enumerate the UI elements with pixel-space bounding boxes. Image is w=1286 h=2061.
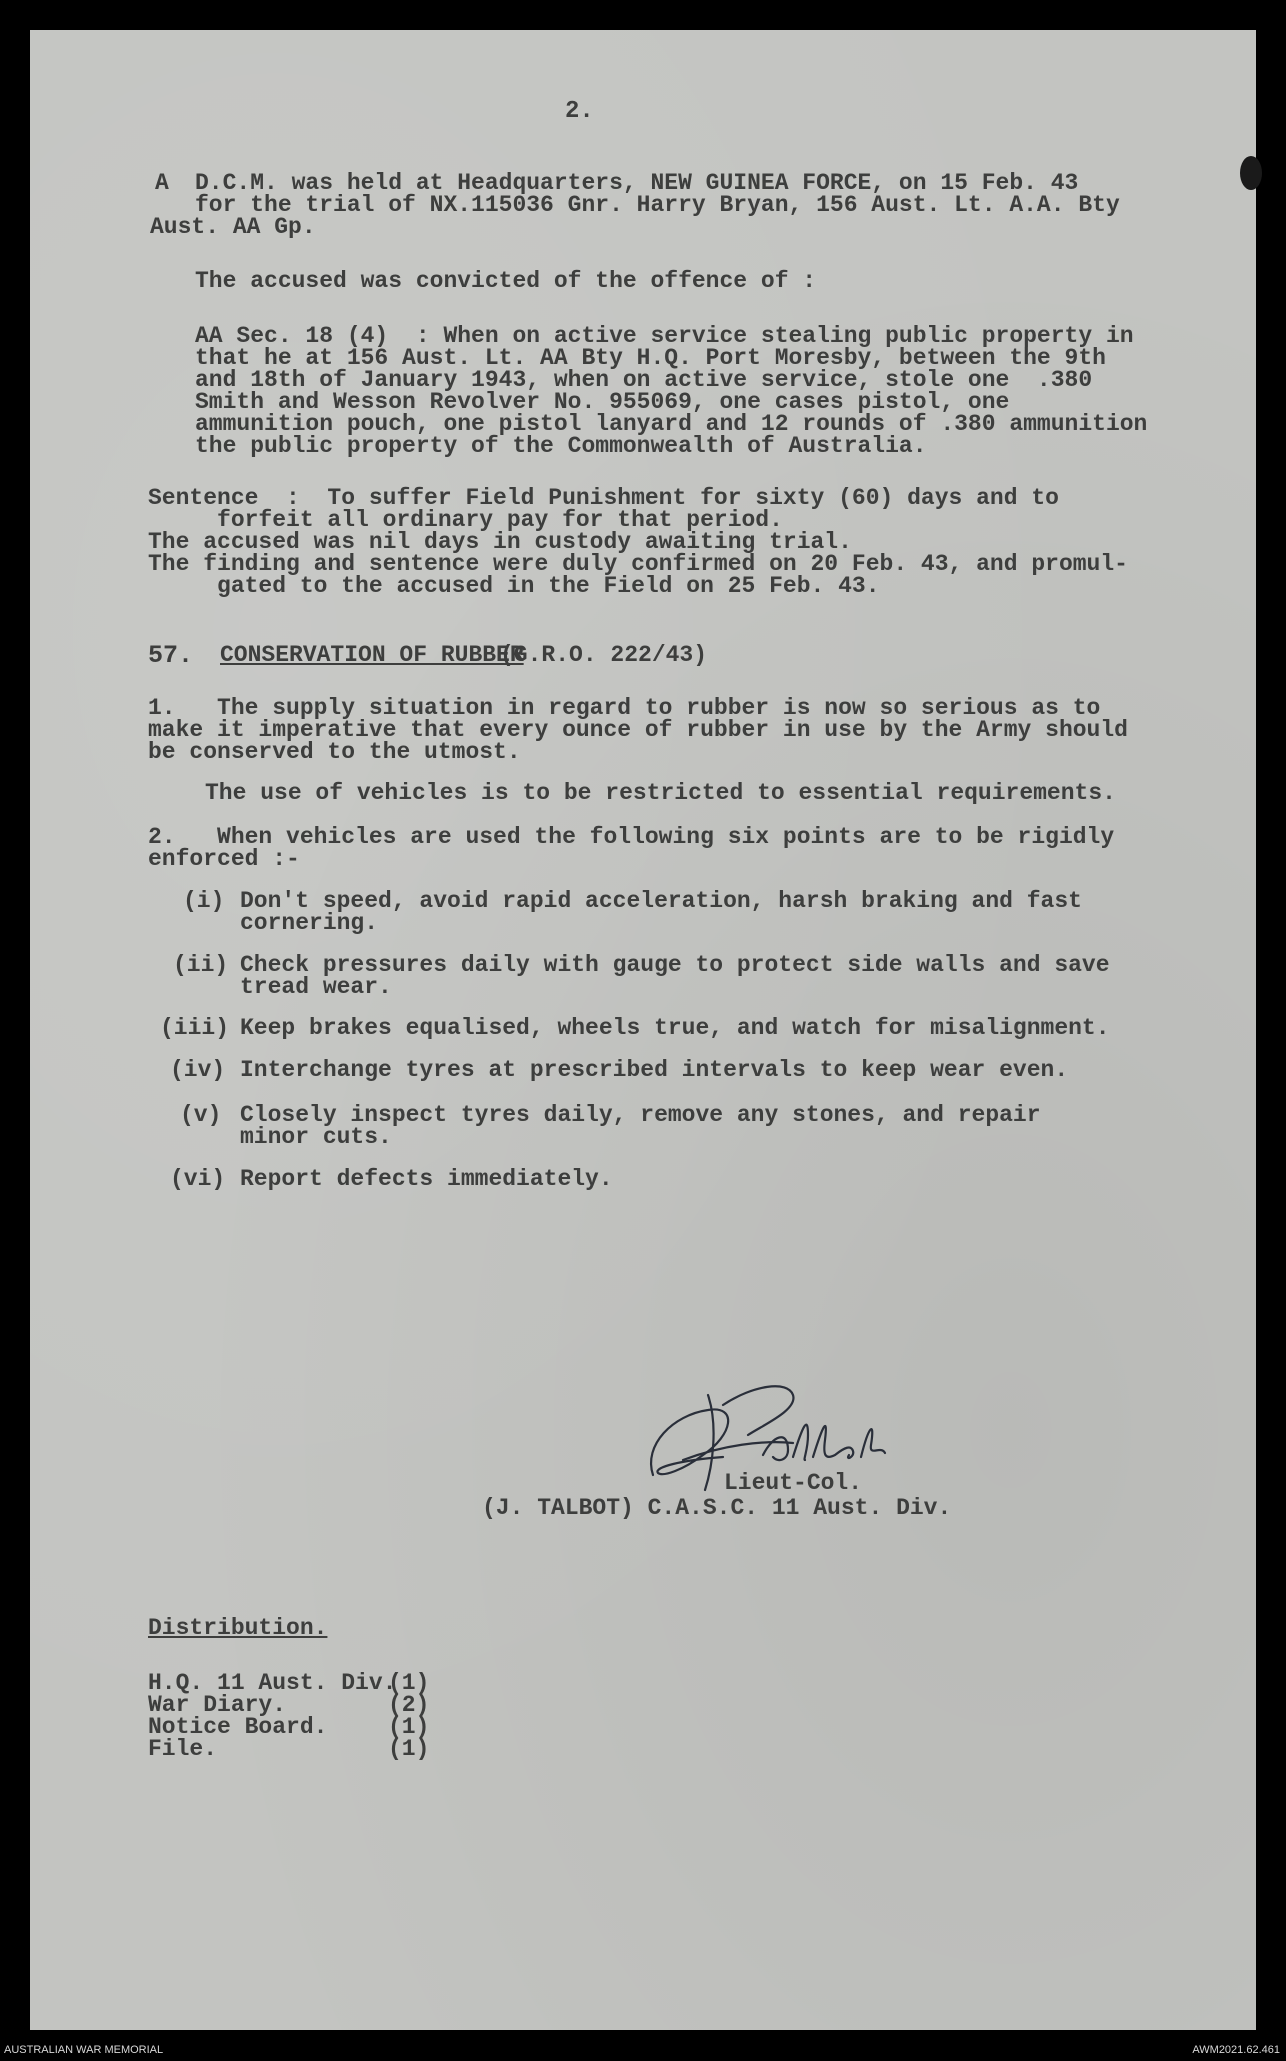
punch-hole <box>1240 156 1262 190</box>
convicted-line: The accused was convicted of the offence of : <box>195 268 817 294</box>
sentence-line: Sentence : To suffer Field Punishment for sixty (60) days and to <box>148 485 1059 511</box>
distribution-item-label: War Diary. <box>148 1692 287 1718</box>
section-number: 57. <box>148 641 194 670</box>
distribution-item-qty: (1) <box>388 1714 430 1740</box>
point-text: Report defects immediately. <box>240 1166 613 1192</box>
distribution-item-label: Notice Board. <box>148 1714 328 1740</box>
point-text: Check pressures daily with gauge to protect side walls and save <box>240 952 1110 978</box>
point-text: Interchange tyres at prescribed intervals to keep wear even. <box>240 1057 1069 1083</box>
offence-line: and 18th of January 1943, when on active service, stole one .380 <box>195 367 1093 393</box>
point-text: Keep brakes equalised, wheels true, and watch for misalignment. <box>240 1015 1110 1041</box>
distribution-heading: Distribution. <box>148 1615 328 1641</box>
point-text: tread wear. <box>240 974 392 1000</box>
point-number: (iii) <box>160 1015 230 1041</box>
point-number: (vi) <box>170 1166 226 1192</box>
point-number: (ii) <box>173 952 229 978</box>
sentence-line: The accused was nil days in custody awaiting trial. <box>148 529 852 555</box>
dcm-line: for the trial of NX.115036 Gnr. Harry Bryan, 156 Aust. Lt. A.A. Bty <box>195 192 1120 218</box>
para-line: be conserved to the utmost. <box>148 739 521 765</box>
signature-rank: Lieut-Col. <box>724 1470 863 1496</box>
para-line: 1. The supply situation in regard to rubber is now so serious as to <box>148 695 1101 721</box>
point-text: Closely inspect tyres daily, remove any stones, and repair <box>240 1102 1041 1128</box>
dcm-marker: A <box>155 170 169 196</box>
para-line: make it imperative that every ounce of rubber in use by the Army should <box>148 717 1128 743</box>
signature-name: (J. TALBOT) C.A.S.C. 11 Aust. Div. <box>482 1495 952 1521</box>
sentence-line: The finding and sentence were duly confirmed on 20 Feb. 43, and promul- <box>148 551 1128 577</box>
distribution-item-qty: (1) <box>388 1736 430 1762</box>
section-heading: CONSERVATION OF RUBBER <box>220 642 524 668</box>
para-line: The use of vehicles is to be restricted to essential requirements. <box>205 780 1116 806</box>
point-text: Don't speed, avoid rapid acceleration, harsh braking and fast <box>240 888 1082 914</box>
point-number: (v) <box>180 1102 222 1128</box>
offence-line: AA Sec. 18 (4) : When on active service stealing public property in <box>195 323 1134 349</box>
document-page <box>30 30 1256 2030</box>
offence-line: that he at 156 Aust. Lt. AA Bty H.Q. Port Moresby, between the 9th <box>195 345 1106 371</box>
point-number: (i) <box>183 888 225 914</box>
page-number: 2. <box>565 98 594 125</box>
sentence-line: forfeit all ordinary pay for that period. <box>148 507 783 533</box>
offence-line: the public property of the Commonwealth of Australia. <box>195 433 927 459</box>
dcm-line: D.C.M. was held at Headquarters, NEW GUINEA FORCE, on 15 Feb. 43 <box>195 170 1079 196</box>
dcm-line: Aust. AA Gp. <box>150 214 316 240</box>
point-number: (iv) <box>170 1057 226 1083</box>
point-text: cornering. <box>240 910 379 936</box>
para-line: enforced :- <box>148 846 300 872</box>
distribution-item-qty: (1) <box>388 1670 430 1696</box>
footer-credit: AUSTRALIAN WAR MEMORIAL <box>4 2044 164 2056</box>
sentence-line: gated to the accused in the Field on 25 Feb. 43. <box>148 573 880 599</box>
para-line: 2. When vehicles are used the following six points are to be rigidly <box>148 824 1115 850</box>
offence-line: Smith and Wesson Revolver No. 955069, one cases pistol, one <box>195 389 1010 415</box>
point-text: minor cuts. <box>240 1124 392 1150</box>
offence-line: ammunition pouch, one pistol lanyard and 12 rounds of .380 ammunition <box>195 411 1148 437</box>
footer-accession-number: AWM2021.62.461 <box>1192 2044 1280 2056</box>
section-reference: (G.R.O. 222/43) <box>500 642 708 668</box>
distribution-item-label: File. <box>148 1736 218 1762</box>
distribution-item-label: H.Q. 11 Aust. Div. <box>148 1670 397 1696</box>
distribution-item-qty: (2) <box>388 1692 430 1718</box>
